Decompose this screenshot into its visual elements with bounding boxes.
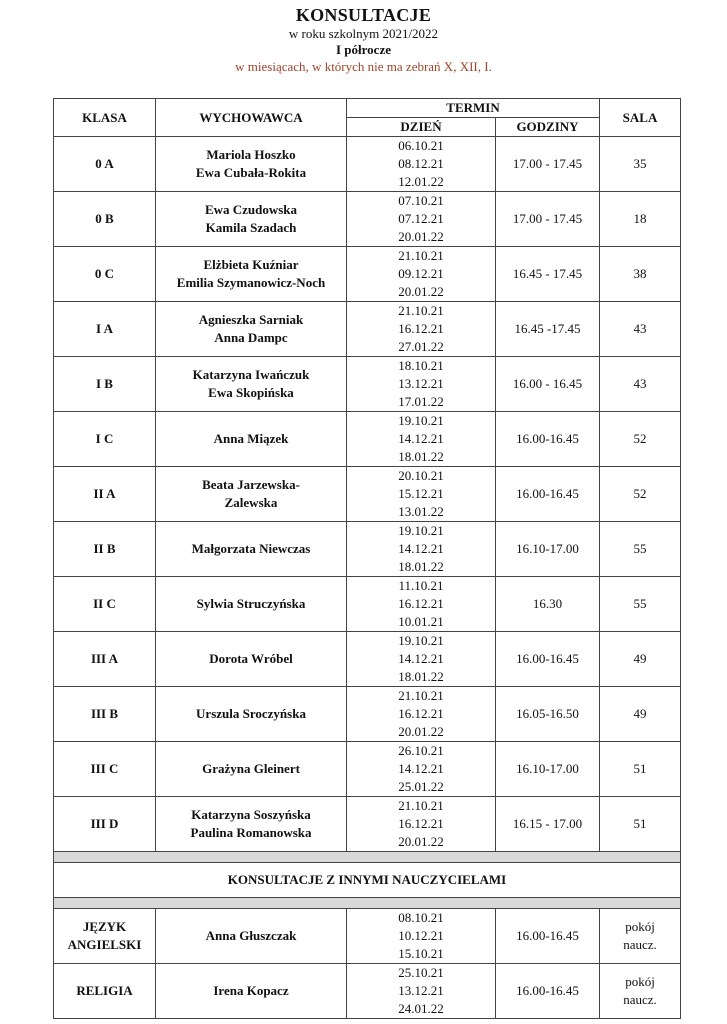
- hours-cell: 16.45 -17.45: [496, 302, 600, 357]
- dates-cell: 21.10.21 16.12.21 20.01.22: [347, 687, 496, 742]
- dates-cell: 19.10.21 14.12.21 18.01.22: [347, 632, 496, 687]
- hours-cell: 16.10-17.00: [496, 742, 600, 797]
- hours-cell: 16.00-16.45: [496, 909, 600, 964]
- room-cell: 43: [600, 302, 681, 357]
- teacher-cell: Irena Kopacz: [156, 964, 347, 1019]
- room-cell: 51: [600, 742, 681, 797]
- table-row: [54, 964, 681, 1019]
- hours-cell: 16.00-16.45: [496, 632, 600, 687]
- room-cell: pokój naucz.: [600, 964, 681, 1019]
- hours-cell: 16.00-16.45: [496, 467, 600, 522]
- table-row: [54, 137, 681, 192]
- teacher-cell: Mariola Hoszko Ewa Cubała-Rokita: [156, 137, 347, 192]
- dates-cell: 11.10.21 16.12.21 10.01.21: [347, 577, 496, 632]
- hours-cell: 16.45 - 17.45: [496, 247, 600, 302]
- class-cell: 0 B: [54, 192, 156, 247]
- school-year-subtitle: w roku szkolnym 2021/2022: [288, 26, 439, 41]
- class-cell: III A: [54, 632, 156, 687]
- separator-row: [54, 898, 681, 909]
- teacher-cell: Anna Głuszczak: [156, 909, 347, 964]
- hours-cell: 16.00-16.45: [496, 412, 600, 467]
- class-cell: 0 C: [54, 247, 156, 302]
- class-cell: II B: [54, 522, 156, 577]
- teacher-cell: Elżbieta Kuźniar Emilia Szymanowicz-Noch: [156, 247, 347, 302]
- table-row: [54, 467, 681, 522]
- teacher-cell: Beata Jarzewska- Zalewska: [156, 467, 347, 522]
- table-row: [54, 742, 681, 797]
- room-cell: 55: [600, 577, 681, 632]
- teacher-cell: Anna Miązek: [156, 412, 347, 467]
- teacher-cell: Ewa Czudowska Kamila Szadach: [156, 192, 347, 247]
- class-cell: II C: [54, 577, 156, 632]
- teacher-cell: Małgorzata Niewczas: [156, 522, 347, 577]
- subject-cell: RELIGIA: [54, 964, 156, 1019]
- table-row: [54, 247, 681, 302]
- months-note: w miesiącach, w których nie ma zebrań X, XII, I.: [235, 59, 492, 74]
- semester-subtitle: I półrocze: [336, 42, 391, 57]
- hours-cell: 16.30: [496, 577, 600, 632]
- room-cell: 52: [600, 412, 681, 467]
- room-cell: 49: [600, 687, 681, 742]
- header-wychowawca: WYCHOWAWCA: [156, 99, 347, 137]
- section-title-row: [54, 863, 681, 898]
- header-dzien: DZIEŃ: [347, 118, 496, 137]
- table-row: [54, 357, 681, 412]
- teacher-cell: Dorota Wróbel: [156, 632, 347, 687]
- room-cell: 52: [600, 467, 681, 522]
- header-sala: SALA: [600, 99, 681, 137]
- hours-cell: 16.10-17.00: [496, 522, 600, 577]
- document-header: [0, 4, 727, 75]
- room-cell: 18: [600, 192, 681, 247]
- class-cell: II A: [54, 467, 156, 522]
- room-cell: 35: [600, 137, 681, 192]
- table-row: [54, 909, 681, 964]
- table-row: [54, 412, 681, 467]
- table-row: [54, 192, 681, 247]
- dates-cell: 25.10.21 13.12.21 24.01.22: [347, 964, 496, 1019]
- teacher-cell: Katarzyna Iwańczuk Ewa Skopińska: [156, 357, 347, 412]
- table-row: [54, 687, 681, 742]
- class-cell: III C: [54, 742, 156, 797]
- table-row: [54, 302, 681, 357]
- dates-cell: 18.10.21 13.12.21 17.01.22: [347, 357, 496, 412]
- dates-cell: 19.10.21 14.12.21 18.01.22: [347, 522, 496, 577]
- room-cell: 51: [600, 797, 681, 852]
- header-klasa: KLASA: [54, 99, 156, 137]
- table-row: [54, 797, 681, 852]
- class-cell: 0 A: [54, 137, 156, 192]
- hours-cell: 17.00 - 17.45: [496, 192, 600, 247]
- teacher-cell: Katarzyna Soszyńska Paulina Romanowska: [156, 797, 347, 852]
- dates-cell: 26.10.21 14.12.21 25.01.22: [347, 742, 496, 797]
- page-title: KONSULTACJE: [295, 5, 432, 25]
- class-cell: I A: [54, 302, 156, 357]
- room-cell: pokój naucz.: [600, 909, 681, 964]
- dates-cell: 21.10.21 09.12.21 20.01.22: [347, 247, 496, 302]
- class-cell: I C: [54, 412, 156, 467]
- class-cell: III B: [54, 687, 156, 742]
- dates-cell: 08.10.21 10.12.21 15.10.21: [347, 909, 496, 964]
- hours-cell: 16.00 - 16.45: [496, 357, 600, 412]
- hours-cell: 16.00-16.45: [496, 964, 600, 1019]
- separator-row: [54, 852, 681, 863]
- dates-cell: 19.10.21 14.12.21 18.01.22: [347, 412, 496, 467]
- dates-cell: 20.10.21 15.12.21 13.01.22: [347, 467, 496, 522]
- teacher-cell: Grażyna Gleinert: [156, 742, 347, 797]
- other-teachers-title: KONSULTACJE Z INNYMI NAUCZYCIELAMI: [54, 863, 681, 898]
- consultation-table: [53, 98, 681, 1019]
- subject-cell: JĘZYK ANGIELSKI: [54, 909, 156, 964]
- table-row: [54, 522, 681, 577]
- header-godziny: GODZINY: [496, 118, 600, 137]
- table-row: [54, 632, 681, 687]
- class-cell: III D: [54, 797, 156, 852]
- hours-cell: 16.15 - 17.00: [496, 797, 600, 852]
- dates-cell: 07.10.21 07.12.21 20.01.22: [347, 192, 496, 247]
- teacher-cell: Agnieszka Sarniak Anna Dampc: [156, 302, 347, 357]
- room-cell: 55: [600, 522, 681, 577]
- dates-cell: 06.10.21 08.12.21 12.01.22: [347, 137, 496, 192]
- dates-cell: 21.10.21 16.12.21 20.01.22: [347, 797, 496, 852]
- header-termin: TERMIN: [347, 99, 600, 118]
- hours-cell: 16.05-16.50: [496, 687, 600, 742]
- dates-cell: 21.10.21 16.12.21 27.01.22: [347, 302, 496, 357]
- class-cell: I B: [54, 357, 156, 412]
- hours-cell: 17.00 - 17.45: [496, 137, 600, 192]
- teacher-cell: Urszula Sroczyńska: [156, 687, 347, 742]
- teacher-cell: Sylwia Struczyńska: [156, 577, 347, 632]
- room-cell: 49: [600, 632, 681, 687]
- room-cell: 43: [600, 357, 681, 412]
- table-row: [54, 577, 681, 632]
- room-cell: 38: [600, 247, 681, 302]
